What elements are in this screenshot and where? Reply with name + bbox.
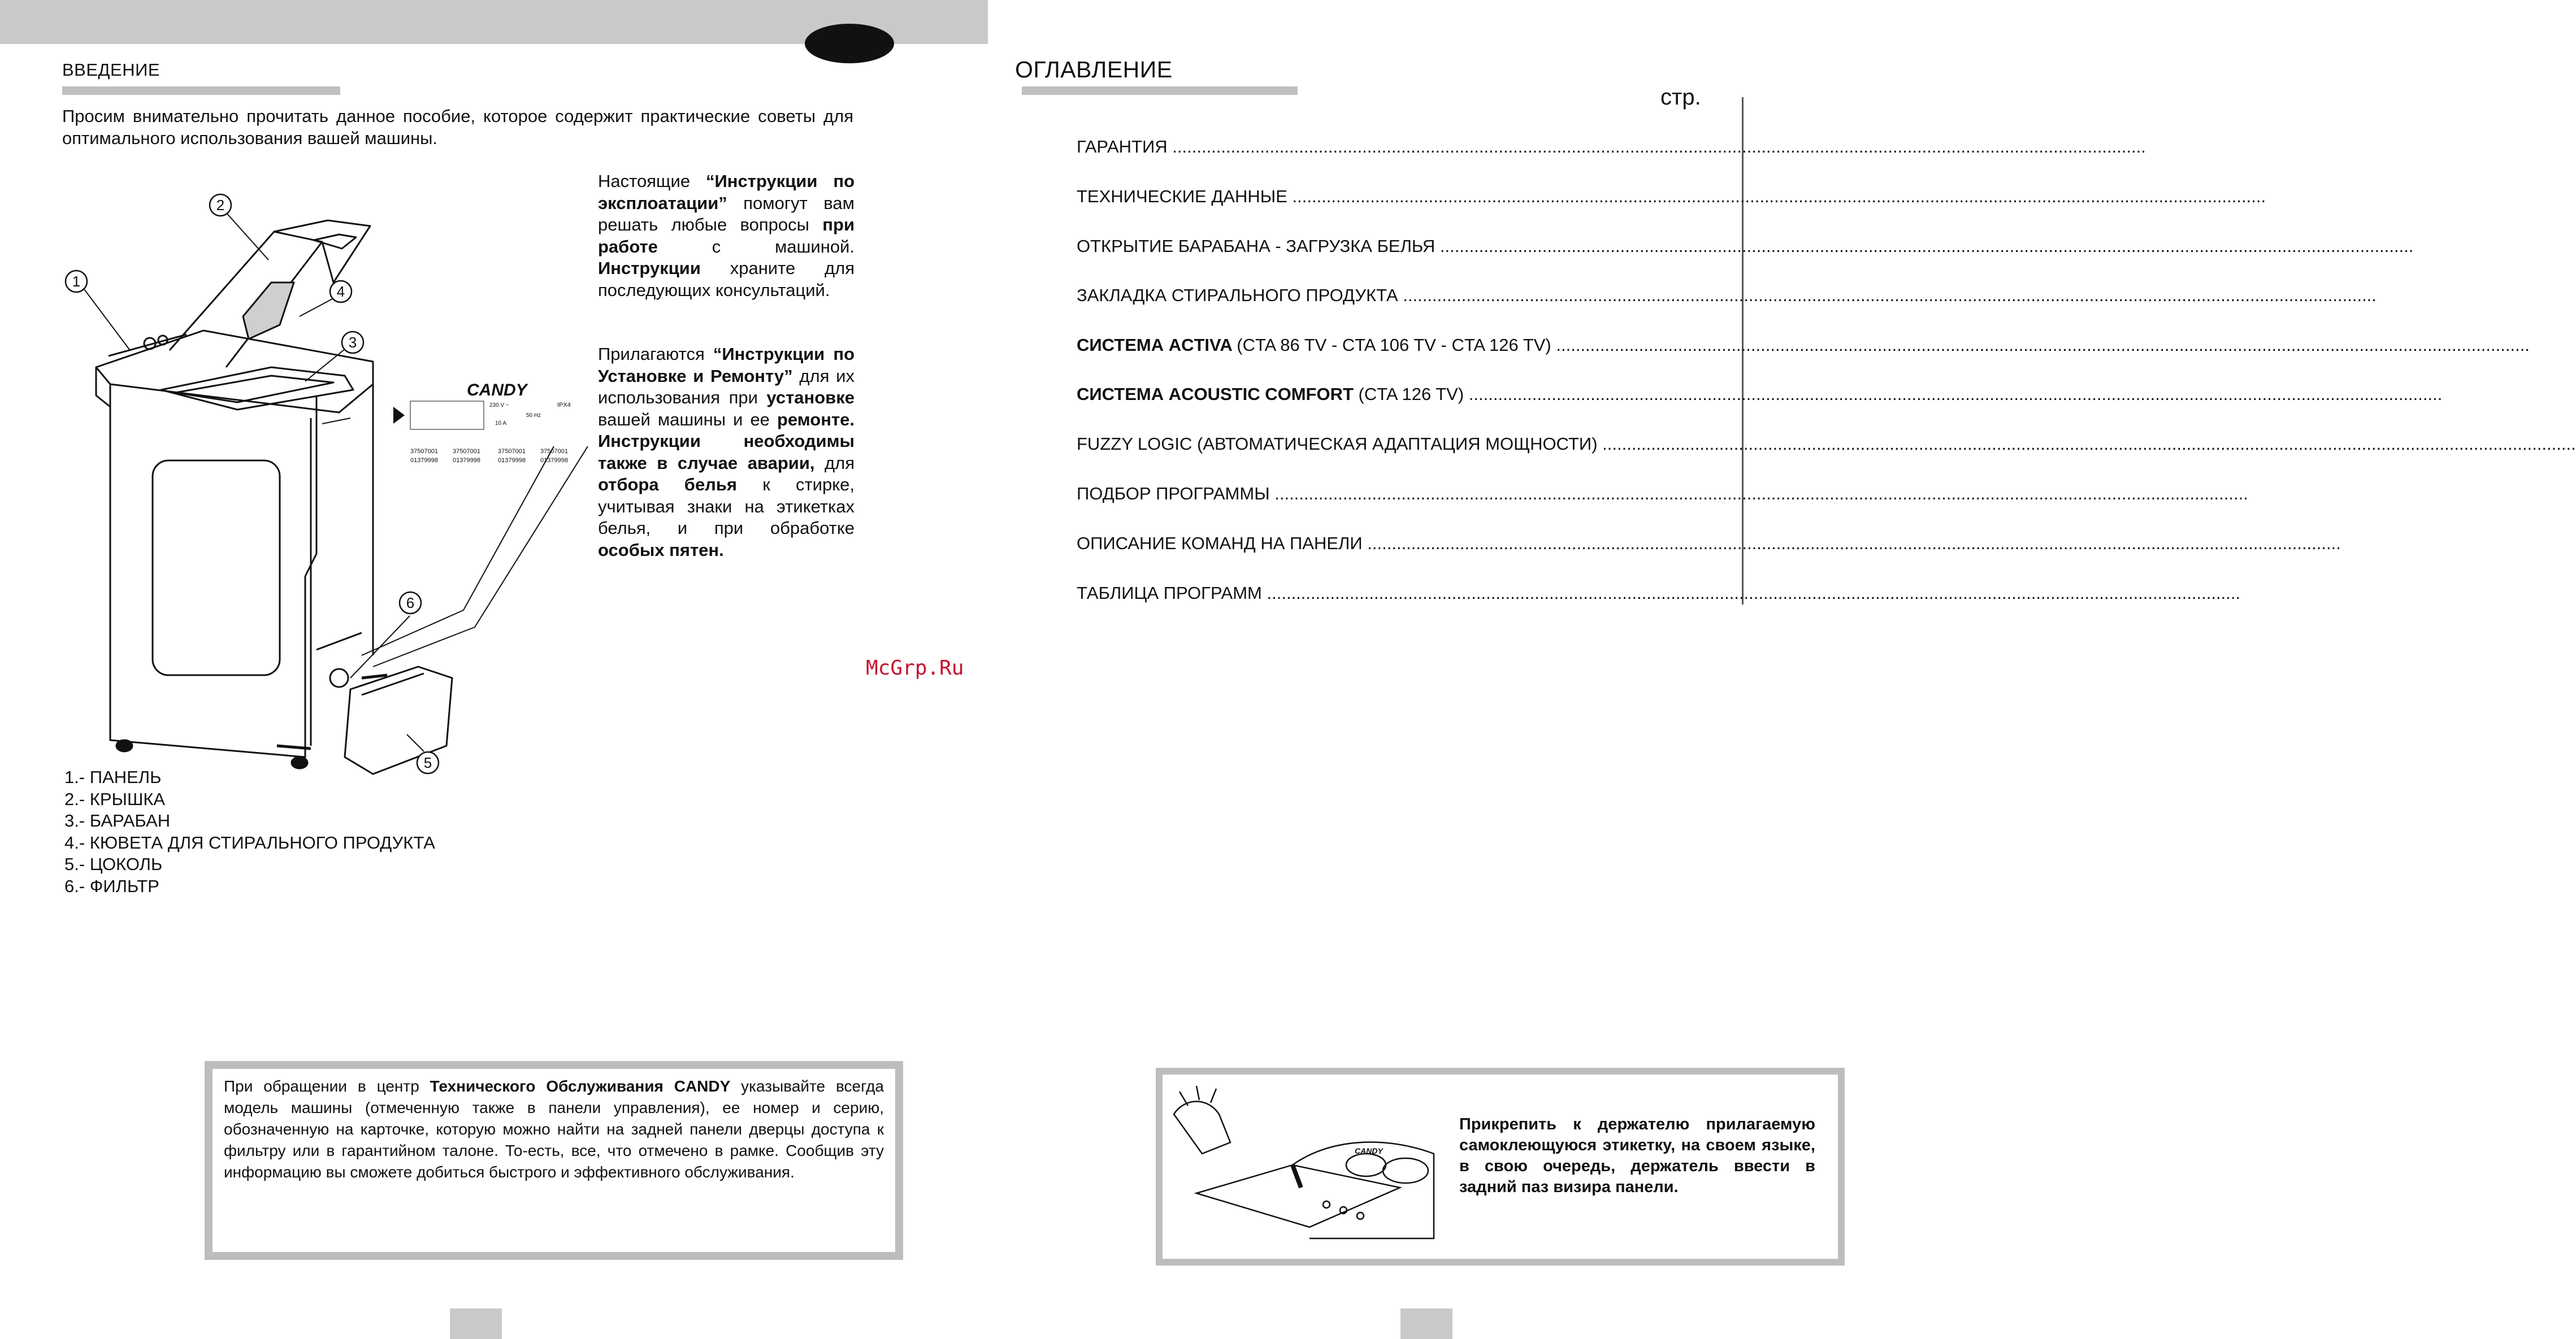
rating-plate (382, 367, 586, 469)
toc-leader-dots: ........................................................................................................................................................................................................ (1464, 384, 2443, 404)
plate-amp: 10 A (495, 420, 507, 427)
toc-label: ТЕХНИЧЕСКИЕ ДАННЫЕ (1077, 186, 1287, 206)
callout-3: 3 (348, 334, 357, 351)
part-item: 2.- КРЫШКА (64, 789, 166, 809)
manual-paragraph-bold-run: Инструкции (598, 258, 701, 278)
plate-serial-3: 01379998 (498, 457, 526, 464)
service-info-run: При обращении в центр (224, 1077, 430, 1095)
plate-serial-1: 01379998 (410, 457, 438, 464)
toc-row (1077, 384, 2443, 405)
intro-heading-rule (62, 86, 340, 95)
plate-code-1: 37507001 (410, 448, 438, 455)
intro-paragraph: Просим внимательно прочитать данное пособие, которое содержит практические советы для оптимального использования вашей машины. (62, 106, 853, 148)
install-paragraph (598, 344, 855, 561)
toc-leader-dots: ........................................................................................................................................................................................................ (1362, 533, 2341, 553)
callout-2: 2 (216, 197, 225, 214)
sticker-instruction-box (1156, 1068, 1845, 1266)
toc-row (1077, 533, 2341, 554)
page-tab-oval (805, 24, 894, 63)
manual-paragraph-run: помогут вам решать любые вопросы (598, 193, 855, 234)
manual-paragraph-bold-run: при работе (598, 215, 855, 257)
toc-leader-dots: ........................................................................................................................................................................................................ (1435, 236, 2414, 256)
toc-heading-rule (1022, 86, 1298, 95)
right-page-number-box (1400, 1308, 1452, 1339)
part-item: 6.- ФИЛЬТР (64, 876, 159, 896)
install-paragraph-bold-run: особых пятен. (598, 540, 724, 560)
toc-row (1077, 285, 2376, 306)
manual-paragraph-bold-run: “Инструкции по эксплоатации” (598, 171, 855, 213)
toc-label: FUZZY LOGIC (АВТОМАТИЧЕСКАЯ АДАПТАЦИЯ МОЩНОСТИ) (1077, 434, 1598, 454)
callout-5: 5 (423, 754, 432, 771)
toc-suffix: (CTA 126 TV) (1358, 384, 1464, 404)
part-item: 5.- ЦОКОЛЬ (64, 854, 163, 874)
toc-row (1077, 583, 2241, 603)
toc-label: ОПИСАНИЕ КОМАНД НА ПАНЕЛИ (1077, 533, 1363, 553)
toc-leader-dots: ........................................................................................................................................................................................................ (1167, 137, 2146, 156)
part-item: 4.- КЮВЕТА ДЛЯ СТИРАЛЬНОГО ПРОДУКТА (64, 832, 435, 853)
toc-row (1077, 137, 2146, 157)
plate-ipx: IPX4 (557, 402, 571, 408)
manual-paragraph (598, 171, 855, 301)
install-paragraph-bold-run: ремонте. Инструкции необходимы также в случае аварии, (598, 409, 855, 473)
toc-leader-dots: ........................................................................................................................................................................................................ (1269, 484, 2248, 503)
toc-row (1077, 484, 2248, 504)
toc-bold-label: СИСТЕМА ACTIVA (1077, 335, 1237, 355)
part-item: 3.- БАРАБАН (64, 811, 171, 831)
service-info-bold-run: Технического Обслуживания CANDY (430, 1077, 731, 1095)
toc-label: ОТКРЫТИЕ БАРАБАНА - ЗАГРУЗКА БЕЛЬЯ (1077, 236, 1436, 256)
toc-label: ГАРАНТИЯ (1077, 137, 1168, 156)
manual-paragraph-run: с машиной. (657, 236, 855, 257)
sticker-brand: CANDY (1355, 1146, 1383, 1155)
install-paragraph-run: Прилагаются (598, 344, 713, 364)
toc-label: ЗАКЛАДКА СТИРАЛЬНОГО ПРОДУКТА (1077, 285, 1398, 305)
sticker-instruction-inner (1163, 1075, 1838, 1259)
watermark: McGrp.Ru (866, 657, 964, 680)
toc-leader-dots: ........................................................................................................................................................................................................ (1261, 583, 2241, 603)
callout-4: 4 (336, 283, 345, 300)
washing-machine-illustration (57, 181, 599, 774)
install-paragraph-bold-run: установке (766, 388, 855, 407)
toc-heading: ОГЛАВЛЕНИЕ (1015, 56, 1173, 82)
callout-6: 6 (406, 594, 415, 611)
plate-freq: 50 Hz (526, 412, 541, 419)
part-item: 1.- ПАНЕЛЬ (64, 767, 162, 787)
plate-code-2: 37507001 (453, 448, 480, 455)
toc-bold-label: СИСТЕМА ACOUSTIC COMFORT (1077, 384, 1359, 404)
manual-paragraph-run: храните для последующих консультаций. (598, 258, 855, 300)
parts-list (64, 767, 435, 897)
service-info-text (213, 1069, 895, 1252)
toc-leader-dots: ........................................................................................................................................................................................................ (1597, 434, 2576, 454)
install-paragraph-run: к стирке, учитывая знаки на этикетках белья, и при обработке (598, 475, 855, 538)
service-info-box (205, 1061, 903, 1260)
toc-row (1077, 434, 2576, 454)
install-paragraph-bold-run: отбора белья (598, 475, 738, 494)
intro-heading: ВВЕДЕНИЕ (62, 60, 161, 80)
plate-serial-4: 01379998 (540, 457, 568, 464)
toc-leader-dots: ........................................................................................................................................................................................................ (1398, 285, 2376, 305)
manual-paragraph-run: Настоящие (598, 171, 706, 191)
toc-row (1077, 236, 2414, 257)
plate-code-3: 37507001 (498, 448, 526, 455)
toc-label: ПОДБОР ПРОГРАММЫ (1077, 484, 1270, 503)
plate-voltage: 230 V ~ (489, 402, 509, 408)
install-paragraph-run: вашей машины и ее (598, 409, 777, 429)
install-paragraph-run: для (814, 453, 855, 473)
install-paragraph-bold-run: “Инструкции по Установке и Ремонту” (598, 344, 855, 386)
toc-suffix: (CTA 86 TV - CTA 106 TV - CTA 126 TV) (1237, 335, 1551, 355)
callout-1: 1 (72, 273, 81, 290)
toc-label: ТАБЛИЦА ПРОГРАММ (1077, 583, 1262, 603)
plate-brand: CANDY (467, 381, 527, 399)
toc-row (1077, 186, 2266, 207)
service-info-run: указывайте всегда модель машины (отмеченную также в панели управления), ее номер и серию, обозначенную на карточке, которую можно найти на задней панели дверцы доступа к фильтру или в гарантийном талоне. То-есть, все, что отмечено в рамке. Сообщив эту информацию вы сможете добиться быстрого и эффективного обслуживания. (224, 1077, 884, 1181)
install-paragraph-run: для их использования при (598, 366, 855, 407)
toc-leader-dots: ........................................................................................................................................................................................................ (1551, 335, 2530, 355)
sticker-illustration (1163, 1075, 1445, 1245)
left-page-number-box (450, 1308, 502, 1339)
plate-serial-2: 01379998 (453, 457, 480, 464)
page-column-label: стр. (1660, 85, 1701, 110)
toc-leader-dots: ........................................................................................................................................................................................................ (1287, 186, 2266, 206)
toc-row (1077, 335, 2530, 355)
sticker-instruction-text: Прикрепить к держателю прилагаемую самоклеющуюся этикетку, на своем языке, в свою очередь, держатель ввести в задний паз визира панели. (1459, 1115, 1815, 1196)
plate-code-4: 37507001 (540, 448, 568, 455)
